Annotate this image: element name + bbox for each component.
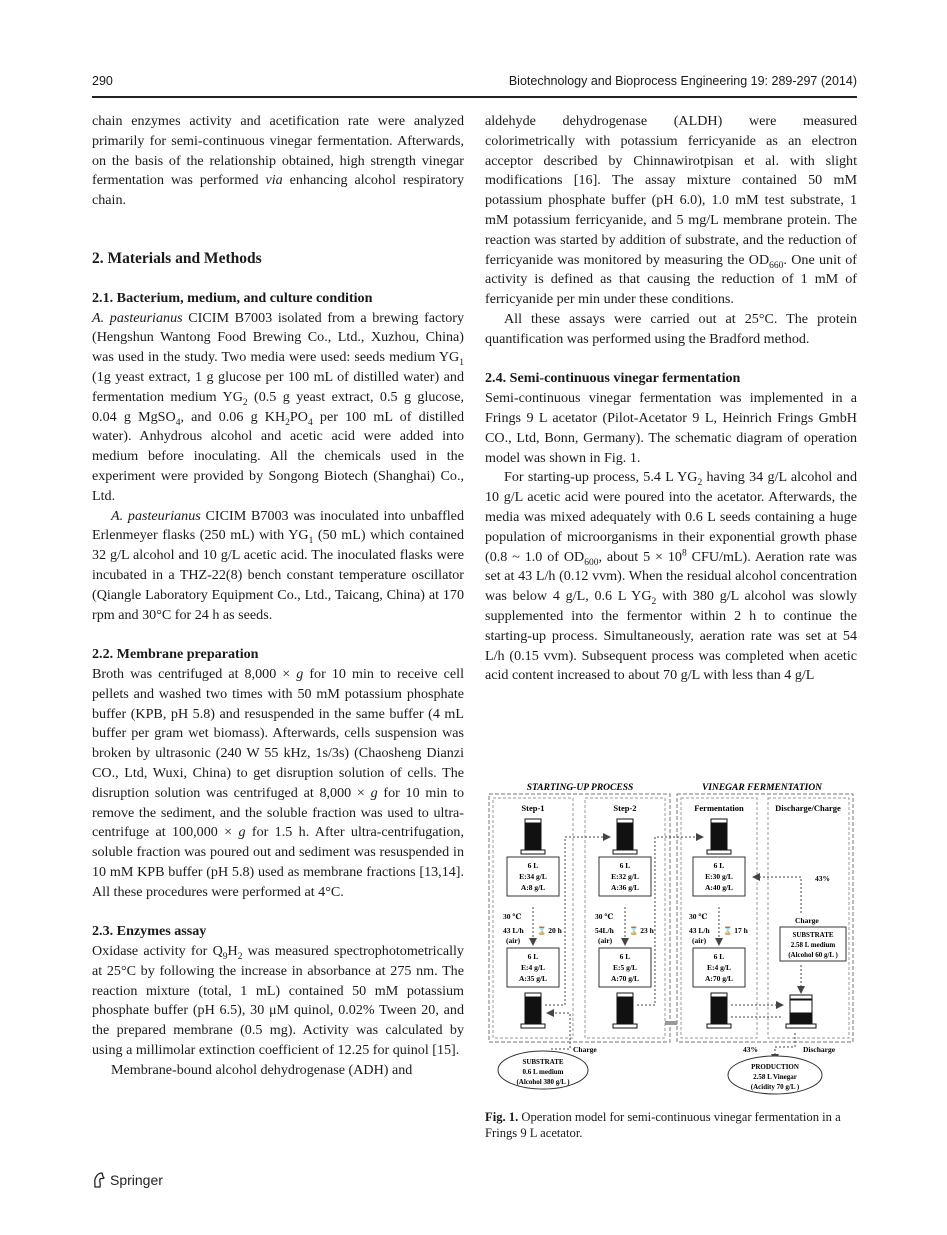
caption-text: Operation model for semi-continuous vinegar fermentation in a Frings 9 L acetator. <box>485 1110 841 1140</box>
step2-bottom-vessel <box>613 993 637 1028</box>
ferm-bottom-line-3: A:70 g/L <box>704 974 734 983</box>
step1-bottom-line-1: 6 L <box>527 952 539 961</box>
step2-bottom-line-3: A:70 g/L <box>610 974 640 983</box>
col-discharge-title: Discharge/Charge <box>775 803 841 813</box>
paragraph-2-3-a: Oxidase activity for $Q_9H_2$ was measured spectrophotometrically at 25°C by following the increase in absorbance at 275 nm. The reaction mixture (total, 1 mL) contained 50 mM potassium phosphate buffer (pH 6.5), 30 μM quinol, 0.02% Tween 20, and the prepared membrane (0.5 mg). Activity was calculated by using a millimolar extinction coefficient of 12.25 for quinol [15]. <box>92 943 464 1059</box>
figure-1-diagram <box>485 777 857 1107</box>
pct-top-label: 43% <box>815 874 830 883</box>
step1-top-line-1: 6 L <box>527 861 539 870</box>
ferm-top-line-1: 6 L <box>713 861 725 870</box>
starting-up-title: STARTING-UP PROCESS <box>526 783 634 793</box>
paragraph-2-2: Broth was centrifuged at 8,000 × g for 10 min to receive cell pellets and washed two times with 50 mM potassium phosphate buffer (KPB, pH 5.8) and resuspended in the same buffer (4 mL buffer per gram wet biomass). Afterwards, cells suspension was broken by ultrasonic (240 W 55 kHz, 1s/3s) (Chaosheng Dianzi CO., Ltd, Wuxi, China) to get disruption solution of cells. The disruption solution was centrifuged at 8,000 × g for 10 min to remove the sediment, and the soluble fraction was used to ultra-centrifuge at 100,000 × g for 1.5 h. After ultra-centrifugation, soluble fraction was poured out and sediment was resuspended in 10 mM KPB buffer (pH 5.8) used as membrane fractions [13,14]. All these procedures were performed at 4°C. <box>92 665 465 900</box>
pct-bottom-label: 43% <box>743 1045 758 1054</box>
step2-top-line-2: E:32 g/L <box>611 872 639 881</box>
paragraph-2-4-a: Semi-continuous vinegar fermentation was implemented in a Frings 9 L acetator (Pilot-Acetator 9 L, Heinrich Frings GmbH CO., Ltd, Bonn, Germany). The schematic diagram of operation model was shown in Fig. 1. <box>485 390 857 466</box>
step1-bottom-line-2: E:4 g/L <box>521 963 545 972</box>
paragraph-2-1-b: A. pasteurianus CICIM B7003 was inoculated into unbaffled Erlenmeyer flasks (250 mL) with $YG_1$ (50 mL) which contained 32 g/L alcohol and 10 g/L acetic acid. The inoculated flasks were incubated in a THZ-22(8) bench constant temperature oscillator (Qiangle Laboratory Equipment Co., Ltd., Taicang, China) at 170 rpm and 30°C for 24 h as seeds. <box>92 507 464 623</box>
step2-top-vessel <box>613 819 637 854</box>
right-column <box>485 112 857 686</box>
page-number: 290 <box>92 74 113 88</box>
journal-citation: Biotechnology and Bioprocess Engineering 19: 289-297 (2014) <box>508 74 857 88</box>
left-column <box>92 112 464 1081</box>
fermentation-bottom-vessel <box>707 993 731 1028</box>
section-title: 2. Materials and Methods <box>92 249 262 267</box>
discharge-vessel <box>786 995 816 1028</box>
charge-label: Charge <box>795 916 819 925</box>
vinegar-fermentation-title: VINEGAR FERMENTATION <box>701 783 823 793</box>
step2-cond-temp-line-1: 30 ℃ <box>595 912 614 921</box>
paragraph-2-4-b: For starting-up process, 5.4 L $YG_2$ having 34 g/L alcohol and 10 g/L acetic acid were poured into the acetator. Afterwards, the media was mixed adequately with 0.6 L seeds containing a huge population of microorganisms in their exponential growth phase (0.8 ~ 1.0 of $OD_{600}$, about $5 \times 10^8$ CFU/mL). Aeration rate was set at 43 L/h (0.12 vvm). When the residual alcohol concentration was below 4 g/L, 0.6 L $YG_2$ with 380 g/L alcohol was slowly supplemented into the fermentor within 2 h to continue the starting-up process. Simultaneously, aeration rate was set at 54 L/h (0.15 vvm). Subsequent process was completed when acetic acid content increased to about 70 g/L with less than 4 g/L <box>485 469 857 684</box>
substrate-right-line-1: SUBSTRATE <box>792 931 834 939</box>
step2-cond-air-line-1: 54L/h <box>595 926 614 935</box>
step1-cond-air-line-1: 43 L/h <box>503 926 524 935</box>
ferm-cond-temp-line-1: 30 ℃ <box>689 912 708 921</box>
publisher-name: Springer <box>110 1172 163 1188</box>
production-line-1: PRODUCTION <box>751 1063 799 1071</box>
figure-caption <box>485 1109 857 1141</box>
step2-top-line-1: 6 L <box>619 861 631 870</box>
ferm-cond-air-line-1: 43 L/h <box>689 926 710 935</box>
running-header <box>92 70 857 94</box>
paragraph-assay-conditions: All these assays were carried out at 25°C. The protein quantification was performed using the Bradford method. <box>485 310 857 347</box>
step1-top-line-3: A:8 g/L <box>520 883 546 892</box>
step1-top-vessel <box>521 819 545 854</box>
springer-horse-icon <box>92 1172 106 1188</box>
substrate-left-line-3: (Alcohol 380 g/L ) <box>516 1078 570 1086</box>
col-step2-title: Step-2 <box>613 803 637 813</box>
ferm-cond-airlabel-line-1: (air) <box>692 936 707 945</box>
subsection-2-3-title: 2.3. Enzymes assay <box>92 923 207 940</box>
publisher-footer <box>92 1172 163 1188</box>
subsection-2-1-title: 2.1. Bacterium, medium, and culture condition <box>92 289 373 306</box>
production-line-2: 2.58 L Vinegar <box>753 1073 797 1081</box>
subsection-2-2-title: 2.2. Membrane preparation <box>92 646 259 663</box>
paragraph-enzyme-assay-cont: aldehyde dehydrogenase (ALDH) were measured colorimetrically with potassium ferricyanide as an electron acceptor described by Chinnawirotpisan et al. with slight modifications [16]. The assay mixture contained 50 mM potassium phosphate buffer (pH 6.0), 1.0 mM test substrate, 1 mM potassium ferricyanide, and 5 mg/L membrane protein. The reaction was started by addition of substrate, and the reduction of ferricyanide was monitored by measuring the $OD_{660}$. One unit of activity is defined as that causing the reduction of 1 mM of ferricyanide per min under these conditions. <box>485 113 857 308</box>
header-rule <box>92 96 857 98</box>
step1-bottom-vessel <box>521 993 545 1028</box>
step2-bottom-line-2: E:5 g/L <box>613 963 637 972</box>
paragraph-2-3-b: Membrane-bound alcohol dehydrogenase (ADH) and <box>111 1061 413 1078</box>
substrate-right-line-3: (Alcohol 60 g/L ) <box>788 951 838 959</box>
fermentation-top-vessel <box>707 819 731 854</box>
paragraph-2-1-a: A. pasteurianus CICIM B7003 isolated from a brewing factory (Hengshun Wantong Food Brewing Co., Ltd., Xuzhou, China) was used in the study. Two media were used: seeds medium $YG_1$ (1g yeast extract, 1 g glucose per 100 mL of distilled water) and fermentation medium $YG_2$ (0.5 g yeast extract, 0.5 g glucose, 0.04 g MgSO$_4$, and 0.06 g $KH_2PO_4$ per 100 mL of distilled water). Anhydrous alcohol and acetic acid were added into medium before inoculating. All the chemicals used in the experiment were provided by Songong Biotech (Shanghai) Co., Ltd. <box>92 309 464 504</box>
charge-bottom-label: Charge <box>573 1045 597 1054</box>
col-fermentation-title: Fermentation <box>694 803 744 813</box>
step2-cond-time-line-1: ⌛ 23 h <box>629 926 654 935</box>
step1-top-line-2: E:34 g/L <box>519 872 547 881</box>
substrate-right-line-2: 2.58 L medium <box>790 941 836 949</box>
discharge-label: Discharge <box>803 1045 836 1054</box>
step2-bottom-line-1: 6 L <box>619 952 631 961</box>
ferm-bottom-line-2: E:4 g/L <box>707 963 731 972</box>
step1-bottom-line-3: A:35 g/L <box>518 974 548 983</box>
caption-label: Fig. 1. <box>485 1110 519 1124</box>
intro-paragraph: chain enzymes activity and acetification rate were analyzed primarily for semi-continuous vinegar fermentation. Afterwards, on the basis of the relationship obtained, high strength vinegar fermentation was performed via enhancing alcohol respiratory chain. <box>92 113 464 209</box>
step1-cond-temp-line-1: 30 ℃ <box>503 912 522 921</box>
ferm-cond-time-line-1: ⌛ 17 h <box>723 926 748 935</box>
substrate-left-line-2: 0.6 L medium <box>522 1068 564 1076</box>
ferm-top-line-2: E:30 g/L <box>705 872 733 881</box>
step1-cond-airlabel-line-1: (air) <box>506 936 521 945</box>
ferm-top-line-3: A:40 g/L <box>704 883 734 892</box>
step1-cond-time-line-1: ⌛ 20 h <box>537 926 562 935</box>
step2-top-line-3: A:36 g/L <box>610 883 640 892</box>
step2-cond-airlabel-line-1: (air) <box>598 936 613 945</box>
subsection-2-4-title: 2.4. Semi-continuous vinegar fermentation <box>485 370 741 387</box>
ferm-bottom-line-1: 6 L <box>713 952 725 961</box>
substrate-left-line-1: SUBSTRATE <box>522 1058 564 1066</box>
col-step1-title: Step-1 <box>521 803 545 813</box>
production-line-3: (Acidity 70 g/L ) <box>750 1083 800 1091</box>
